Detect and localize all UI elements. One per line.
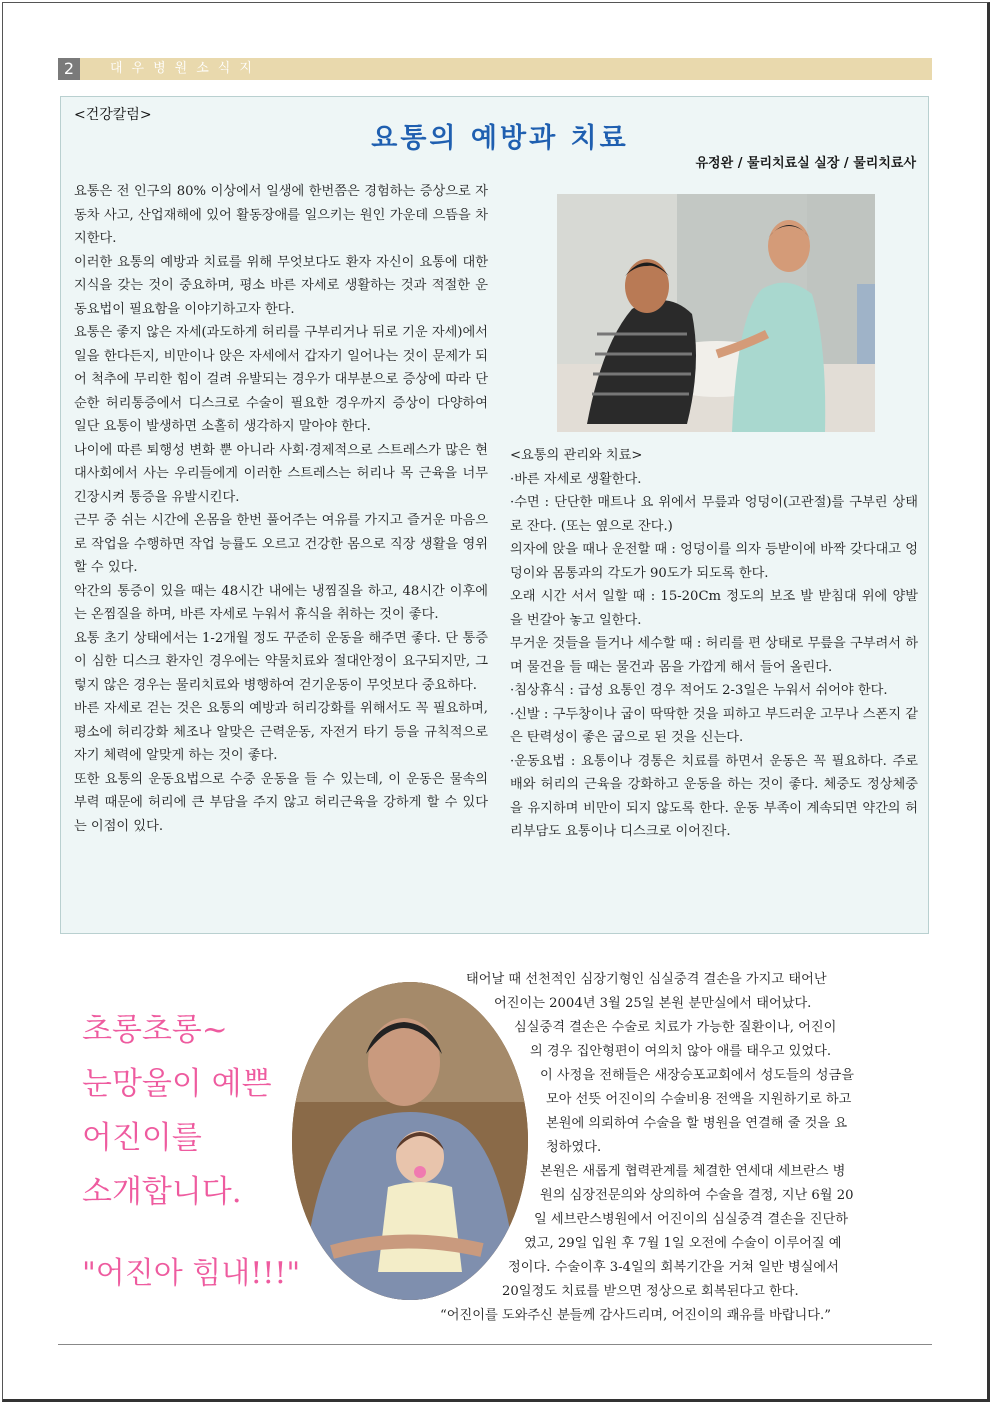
therapist-photo [557, 194, 875, 432]
story-line: 심실중격 결손은 수술로 치료가 가능한 질환이나, 어진이 [514, 1020, 837, 1035]
column-title: 요통의 예방과 치료 [371, 123, 629, 154]
story-line: 20일정도 치료를 받으면 정상으로 회복된다고 한다. [502, 1284, 799, 1299]
story-line: 어진이는 2004년 3월 25일 본원 분만실에서 태어났다. [494, 996, 812, 1011]
list-item: 무거운 것들을 들거나 세수할 때 : 허리를 편 상태로 무릎을 구부려서 하며 물건을 들 때는 물건과 몸을 가깝게 해서 들어 올린다. [510, 636, 918, 675]
story-line: 이 사정을 전해들은 새장승포교회에서 성도들의 성금을 [540, 1068, 854, 1083]
list-item: ·운동요법 : 요통이나 경통은 치료를 하면서 운동은 꼭 필요하다. 주로 배와 허리의 근육을 강화하고 운동을 하는 것이 좋다. 체중도 정상체중을 유지하며 비만이 되지 않도록 한다. 운동 부족이 계속되면 약간의 허리부담도 요통이나 디스크로 이어진다. [510, 753, 918, 839]
page-number: 2 [58, 58, 80, 80]
story-heading-line: 초롱초롱~ [82, 1012, 228, 1048]
story-line: 태어날 때 선천적인 심장기형인 심실중격 결손을 가지고 태어난 [466, 972, 827, 987]
paragraph: 악간의 통증이 있을 때는 48시간 내에는 냉찜질을 하고, 48시간 이후에는 온찜질을 하며, 바른 자세로 누워서 휴식을 취하는 것이 좋다. [74, 583, 488, 622]
paragraph: 바른 자세로 걷는 것은 요통의 예방과 허리강화를 위해서도 꼭 필요하며, 평소에 허리강화 체조나 알맞은 근력운동, 자전거 타기 등을 규칙적으로 자기 체력에 알맞게 하는 것이 좋다. [74, 701, 488, 763]
paragraph: 이러한 요통의 예방과 치료를 위해 무엇보다도 환자 자신이 요통에 대한 지식을 갖는 것이 중요하며, 평소 바른 자세로 생활하는 것과 적절한 운동요법이 필요함을 이야기하고자 한다. [74, 254, 488, 317]
story-heading-line: 소개합니다. [82, 1174, 242, 1210]
column-left-text [74, 180, 488, 838]
story-cheer: "어진아 힘내!!!" [82, 1256, 301, 1291]
story-line: 원의 심장전문의와 상의하여 수술을 결정, 지난 6월 20 [540, 1188, 854, 1203]
newsletter-title: 대우병원소식지 [110, 61, 261, 76]
story-line: 일 세브란스병원에서 어진이의 심실중격 결손을 진단하 [534, 1212, 848, 1227]
paragraph: 또한 요통의 운동요법으로 수중 운동을 들 수 있는데, 이 운동은 물속의 부력 때문에 허리에 큰 부담을 주지 않고 허리근육을 강하게 할 수 있다는 이점이 있다. [74, 771, 488, 834]
story-line: 였고, 29일 입원 후 7월 1일 오전에 수술이 이루어질 예 [524, 1236, 842, 1251]
list-item: ·바른 자세로 생활한다. [510, 471, 642, 487]
column-tag: <건강칼럼> [74, 107, 152, 123]
mother-child-illustration [292, 982, 528, 1300]
list-item: ·침상휴식 : 급성 요통인 경우 적어도 2-3일은 누워서 쉬어야 한다. [510, 683, 888, 698]
story-heading-line: 어진이를 [82, 1120, 202, 1156]
paragraph: 요통은 좋지 않은 자세(과도하게 허리를 구부리거나 뒤로 기운 자세)에서 일을 한다든지, 비만이나 앉은 자세에서 갑자기 일어나는 것이 문제가 되어 척추에 무리한 힘이 걸려 유발되는 경우가 대부분으로 증상에 따라 단순한 허리통증에서 디스크로 수술이 필요한 경우까지 증상이 다양하여 일단 요통이 발생하면 소홀히 생각하지 말아야 한다. [74, 325, 488, 434]
story-heading-line: 눈망울이 예쁜 [82, 1066, 272, 1102]
column-author: 유정완 / 물리치료실 실장 / 물리치료사 [695, 156, 916, 171]
list-item: ·수면 : 단단한 매트나 요 위에서 무릎과 엉덩이(고관절)를 구부린 상태로 잔다. (또는 옆으로 잔다.) [510, 495, 918, 534]
story-line: 본원에 의뢰하여 수술을 할 병원을 연결해 줄 것을 요 [546, 1116, 848, 1131]
story-line: 정이다. 수술이후 3-4일의 회복기간을 거쳐 일반 병실에서 [508, 1260, 839, 1275]
subheading: <요통의 관리와 치료> [510, 448, 643, 463]
list-item: 오래 시간 서서 일할 때 : 15-20Cm 정도의 보조 발 받침대 위에 양발을 번갈아 놓고 일한다. [510, 589, 918, 628]
story-line: 모아 선뜻 어진이의 수술비용 전액을 지원하기로 하고 [546, 1092, 852, 1107]
story-line: 의 경우 집안형편이 여의치 않아 애를 태우고 있었다. [530, 1044, 832, 1059]
paragraph: 나이에 따른 퇴행성 변화 뿐 아니라 사회·경제적으로 스트레스가 많은 현대사회에서 사는 우리들에게 이러한 스트레스는 허리나 목 근육을 너무 긴장시켜 통증을 유발시킨다. [74, 442, 488, 505]
story-closing-quote: “어진이를 도와주신 분들께 감사드리며, 어진이의 쾌유를 바랍니다.” [440, 1308, 831, 1323]
paragraph: 요통은 전 인구의 80% 이상에서 일생에 한번쯤은 경험하는 증상으로 자동차 사고, 산업재해에 있어 활동장애를 일으키는 원인 가운데 으뜸을 차지한다. [74, 184, 488, 246]
story-line: 본원은 새롭게 협력관계를 체결한 연세대 세브란스 병 [540, 1164, 846, 1179]
paragraph: 근무 중 쉬는 시간에 온몸을 한번 풀어주는 여유를 가지고 즐거운 마음으로 작업을 수행하면 작업 능률도 오르고 건강한 몸으로 직장 생활을 영위할 수 있다. [74, 513, 488, 575]
paragraph: 요통 초기 상태에서는 1-2개월 정도 꾸준히 운동을 해주면 좋다. 단 통증이 심한 디스크 환자인 경우에는 약물치료와 절대안정이 요구되지만, 그렇지 않은 경우는 물리치료와 병행하여 걷기운동이 무엇보다 중요하다. [74, 630, 488, 693]
column-right-text [510, 444, 918, 844]
list-item: ·신발 : 구두창이나 굽이 딱딱한 것을 피하고 부드러운 고무나 스폰지 같은 탄력성이 좋은 굽으로 된 것을 신는다. [510, 706, 918, 745]
therapist-photo-illustration [557, 194, 875, 432]
footer-divider [58, 1344, 932, 1345]
mother-child-photo [292, 982, 528, 1300]
list-item: 의자에 앉을 때나 운전할 때 : 엉덩이를 의자 등받이에 바짝 갖다대고 엉덩이와 몸통과의 각도가 90도가 되도록 한다. [510, 542, 918, 581]
story-line: 청하였다. [546, 1140, 602, 1155]
